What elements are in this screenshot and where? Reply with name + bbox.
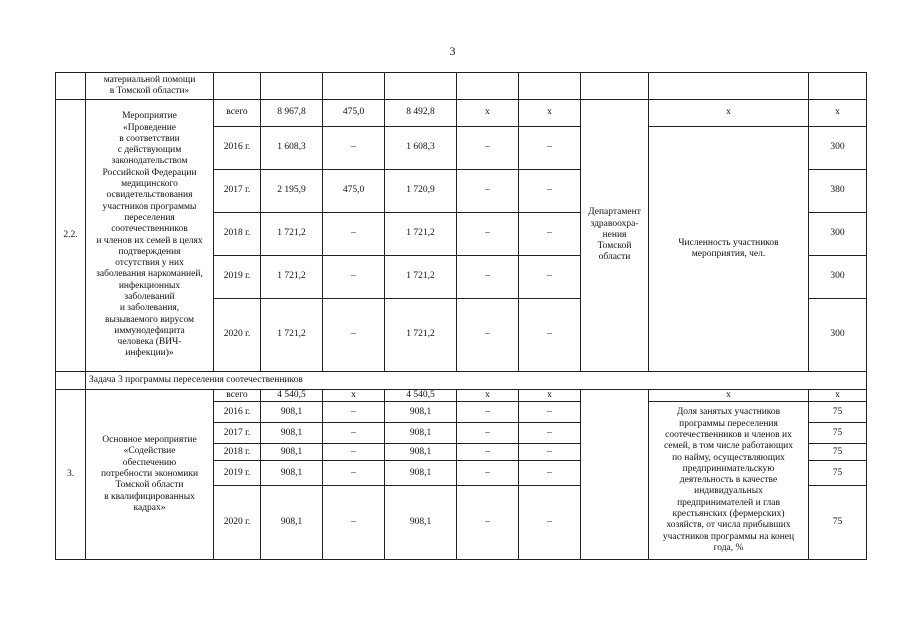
r3-other: –: [519, 444, 581, 461]
r3-other: –: [519, 461, 581, 486]
r3-total: 908,1: [261, 444, 323, 461]
r3-value-total: х: [809, 390, 867, 402]
r3-loc: –: [457, 461, 519, 486]
r3-reg: 908,1: [385, 402, 457, 423]
continuation-text-value: материальной помощи в Томской области»: [103, 74, 196, 96]
r3-name: [86, 390, 214, 560]
empty-cell: [457, 73, 519, 100]
r22-indicator-total: х: [649, 100, 809, 127]
r22-loc: х: [457, 100, 519, 127]
r3-department: [581, 390, 649, 560]
r3-row-total: [56, 390, 867, 402]
r3-reg: 4 540,5: [385, 390, 457, 402]
r3-other: –: [519, 486, 581, 560]
r22-number: 2.2.: [56, 100, 86, 372]
r3-total: 908,1: [261, 402, 323, 423]
r3-total: 4 540,5: [261, 390, 323, 402]
r3-reg: 908,1: [385, 423, 457, 444]
r3-value: 75: [809, 444, 867, 461]
r22-year: 2020 г.: [214, 299, 261, 372]
r3-reg: 908,1: [385, 486, 457, 560]
r3-fed: –: [323, 444, 385, 461]
r3-value: 75: [809, 461, 867, 486]
r3-value: 75: [809, 423, 867, 444]
r3-value: 75: [809, 486, 867, 560]
r22-fed: –: [323, 213, 385, 256]
r22-fed: 475,0: [323, 100, 385, 127]
r22-loc: –: [457, 127, 519, 170]
r22-fed: –: [323, 299, 385, 372]
r22-value: 380: [809, 170, 867, 213]
r22-year: 2018 г.: [214, 213, 261, 256]
r22-name: [86, 100, 214, 372]
empty-cell: [581, 73, 649, 100]
r22-indicator-text: Численность участников мероприятия, чел.: [678, 237, 779, 259]
r3-year: 2017 г.: [214, 423, 261, 444]
r22-other: –: [519, 299, 581, 372]
r22-value-total: х: [809, 100, 867, 127]
r22-fed: 475,0: [323, 170, 385, 213]
r3-year: 2016 г.: [214, 402, 261, 423]
r22-reg: 8 492,8: [385, 100, 457, 127]
r22-value: 300: [809, 127, 867, 170]
r3-year: 2020 г.: [214, 486, 261, 560]
r3-name-text: Основное мероприятие «Содействие обеспечению потребности экономики Томской области в квалифицированных кадрах»: [100, 435, 199, 513]
continuation-text: [86, 73, 214, 100]
r22-department: [581, 100, 649, 372]
task3-num-cell: [56, 372, 86, 390]
task3-row: [56, 372, 867, 390]
r3-reg: 908,1: [385, 461, 457, 486]
r22-other: –: [519, 256, 581, 299]
continuation-row: [56, 73, 867, 100]
task3-heading: Задача 3 программы переселения соотечественников: [86, 372, 867, 390]
r22-department-text: Департамент здравоохра- нения Томской области: [588, 207, 641, 263]
r22-total: 1 608,3: [261, 127, 323, 170]
r22-value: 300: [809, 256, 867, 299]
r22-loc: –: [457, 256, 519, 299]
r22-row-total: [56, 100, 867, 127]
r22-total: 1 721,2: [261, 299, 323, 372]
r3-loc: –: [457, 423, 519, 444]
r22-other: –: [519, 127, 581, 170]
r22-value: 300: [809, 299, 867, 372]
r22-other: –: [519, 170, 581, 213]
r3-total: 908,1: [261, 486, 323, 560]
r3-indicator-text: Доля занятых участников программы переселения соотечественников и членов их семей, в том числе работающих по найму, осуществляющих предпринимательскую деятельность в качестве индивидуальных предпринимателей и глав крестьянских (фермерских) хозяйств, от числа прибывших участников программы на конец года, %: [662, 407, 795, 553]
r22-year: всего: [214, 100, 261, 127]
r22-loc: –: [457, 299, 519, 372]
r3-number: 3.: [56, 390, 86, 560]
r22-other: х: [519, 100, 581, 127]
r22-name-text: Мероприятие «Проведение в соответствии с действующим законодательством Российской Федерации медицинского освидетельствования участников программы переселения соотечественников и членов их семей в целях подтверждения отсутствия у них заболевания наркоманией, инфекционных заболеваний и заболевания, вызываемого вирусом иммунодефицита человека (ВИЧ- инфекции)»: [96, 111, 203, 359]
empty-cell: [519, 73, 581, 100]
r22-year: 2017 г.: [214, 170, 261, 213]
r22-total: 8 967,8: [261, 100, 323, 127]
r3-fed: –: [323, 402, 385, 423]
r3-total: 908,1: [261, 423, 323, 444]
r22-year: 2019 г.: [214, 256, 261, 299]
r22-reg: 1 608,3: [385, 127, 457, 170]
r3-total: 908,1: [261, 461, 323, 486]
r3-year: 2019 г.: [214, 461, 261, 486]
r3-loc: –: [457, 444, 519, 461]
cont-num-cell: [56, 73, 86, 100]
r3-value: 75: [809, 402, 867, 423]
r3-indicator-total: х: [649, 390, 809, 402]
empty-cell: [809, 73, 867, 100]
r3-other: х: [519, 390, 581, 402]
empty-cell: [649, 73, 809, 100]
r22-reg: 1 721,2: [385, 299, 457, 372]
r3-loc: –: [457, 402, 519, 423]
r3-year: 2018 г.: [214, 444, 261, 461]
r22-indicator: [649, 127, 809, 372]
r3-loc: х: [457, 390, 519, 402]
r22-value: 300: [809, 213, 867, 256]
r22-other: –: [519, 213, 581, 256]
empty-cell: [385, 73, 457, 100]
r22-loc: –: [457, 170, 519, 213]
r22-reg: 1 721,2: [385, 213, 457, 256]
r22-fed: –: [323, 127, 385, 170]
r3-fed: х: [323, 390, 385, 402]
r22-reg: 1 721,2: [385, 256, 457, 299]
r22-fed: –: [323, 256, 385, 299]
r22-total: 1 721,2: [261, 213, 323, 256]
r3-loc: –: [457, 486, 519, 560]
r22-reg: 1 720,9: [385, 170, 457, 213]
r3-fed: –: [323, 423, 385, 444]
r3-other: –: [519, 402, 581, 423]
empty-cell: [214, 73, 261, 100]
r3-indicator: [649, 402, 809, 560]
r3-reg: 908,1: [385, 444, 457, 461]
r22-loc: –: [457, 213, 519, 256]
page-number: 3: [449, 44, 456, 58]
r22-year: 2016 г.: [214, 127, 261, 170]
r22-total: 2 195,9: [261, 170, 323, 213]
empty-cell: [323, 73, 385, 100]
empty-cell: [261, 73, 323, 100]
r3-fed: –: [323, 461, 385, 486]
program-table: [55, 72, 867, 560]
r3-other: –: [519, 423, 581, 444]
r22-total: 1 721,2: [261, 256, 323, 299]
r3-year: всего: [214, 390, 261, 402]
r3-fed: –: [323, 486, 385, 560]
